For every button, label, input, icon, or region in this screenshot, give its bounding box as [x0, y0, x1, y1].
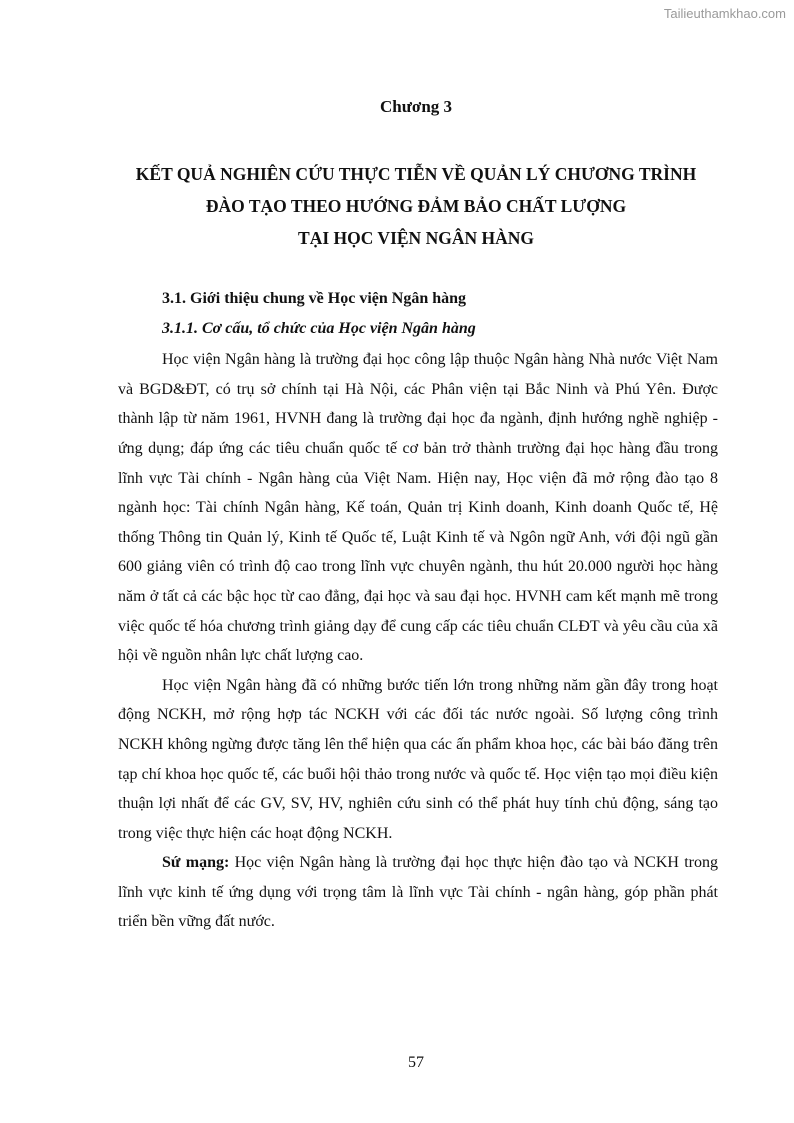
chapter-title-line-1: KẾT QUẢ NGHIÊN CỨU THỰC TIỄN VỀ QUẢN LÝ CHƯƠNG TRÌNH — [135, 164, 697, 184]
body-paragraph-1: Học viện Ngân hàng là trường đại học công lập thuộc Ngân hàng Nhà nước Việt Nam và BGD&ĐT, có trụ sở chính tại Hà Nội, các Phân viện tại Bắc Ninh và Phú Yên. Được thành lập từ năm 1961, HVNH đang là trường đại học đa ngành, định hướng nghề nghiệp - ứng dụng; đáp ứng các tiêu chuẩn quốc tế cơ bản trở thành trường đại học hàng đầu trong lĩnh vực Tài chính - Ngân hàng của Việt Nam. Hiện nay, Học viện đã mở rộng đào tạo 8 ngành học: Tài chính Ngân hàng, Kế toán, Quản trị Kinh doanh, Kinh doanh Quốc tế, Hệ thống Thông tin Quản lý, Kinh tế Quốc tế, Luật Kinh tế và Ngôn ngữ Anh, với đội ngũ gần 600 giảng viên có trình độ cao trong lĩnh vực chuyên ngành, thu hút 20.000 người học hàng năm ở tất cả các bậc học từ cao đẳng, đại học và sau đại học. HVNH cam kết mạnh mẽ trong việc quốc tế hóa chương trình giảng dạy để cung cấp các tiêu chuẩn CLĐT và yêu cầu của xã hội về nguồn nhân lực chất lượng cao. — [118, 351, 718, 665]
chapter-title-line-2: ĐÀO TẠO THEO HƯỚNG ĐẢM BẢO CHẤT LƯỢNG — [205, 196, 627, 216]
body-paragraph-2: Học viện Ngân hàng đã có những bước tiến lớn trong những năm gần đây trong hoạt động NCKH, mở rộng hợp tác NCKH với các đối tác nước ngoài. Số lượng công trình NCKH không ngừng được tăng lên thể hiện qua các ấn phẩm khoa học, các bài báo đăng trên tạp chí khoa học quốc tế, các buổi hội thảo trong nước và quốc tế. Học viện tạo mọi điều kiện thuận lợi nhất để các GV, SV, HV, nghiên cứu sinh có thể phát huy tính chủ động, sáng tạo trong việc thực hiện các hoạt động NCKH. — [118, 676, 718, 842]
page-number: 57 — [408, 1054, 424, 1071]
chapter-label: Chương 3 — [379, 97, 453, 116]
chapter-title-line-3: TẠI HỌC VIỆN NGÂN HÀNG — [298, 228, 534, 248]
watermark-text: Tailieuthamkhao.com — [663, 6, 786, 21]
chapter-title — [110, 158, 722, 254]
section-heading: 3.1. Giới thiệu chung về Học viện Ngân hàng — [162, 290, 467, 307]
mission-text: Học viện Ngân hàng là trường đại học thực hiện đào tạo và NCKH trong lĩnh vực kinh tế ứng dụng với trọng tâm là lĩnh vực Tài chính - ngân hàng, góp phần phát triển bền vững đất nước. — [118, 854, 718, 931]
subsection-heading: 3.1.1. Cơ cấu, tổ chức của Học viện Ngân hàng — [162, 319, 476, 337]
page-body — [118, 284, 718, 937]
mission-label: Sứ mạng: — [162, 854, 230, 872]
mission-paragraph — [118, 848, 718, 937]
